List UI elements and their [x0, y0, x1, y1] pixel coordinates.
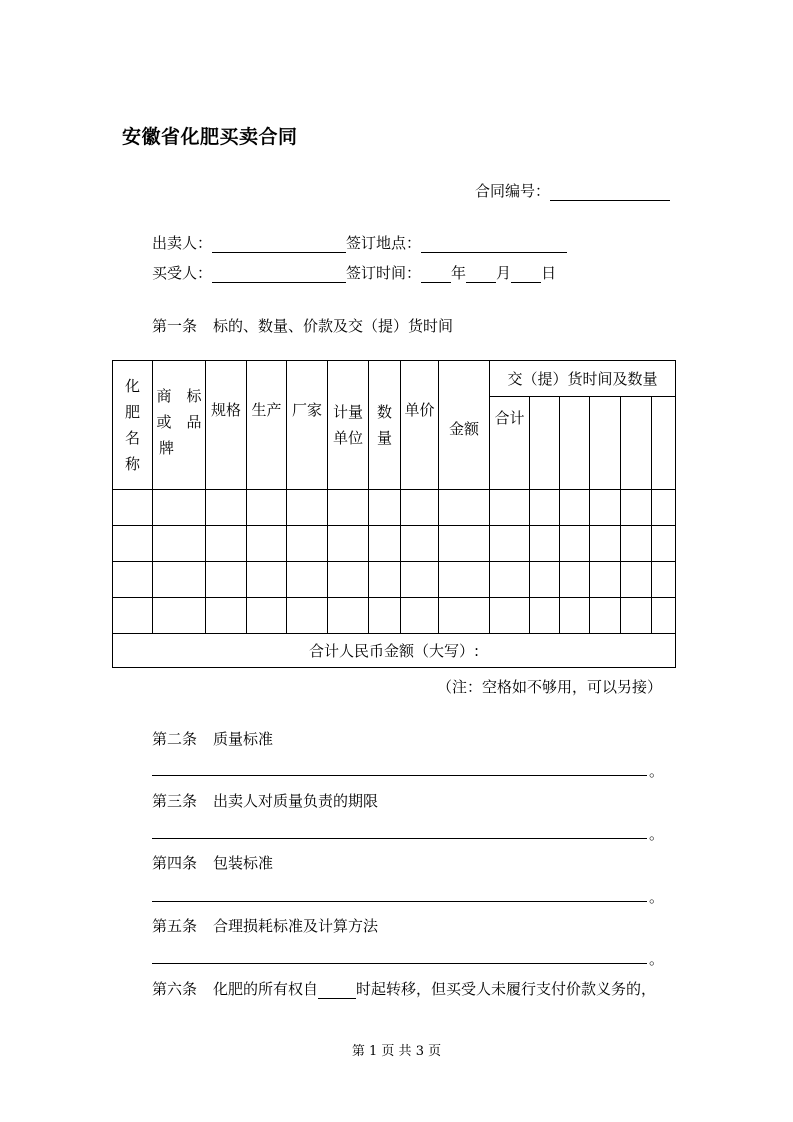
table-cell[interactable] — [153, 598, 206, 634]
table-cell[interactable] — [590, 562, 621, 598]
article-6: 第六条 化肥的所有权自 时起转移，但买受人未履行支付价款义务的， — [152, 980, 657, 998]
month-label: 月 — [496, 264, 512, 282]
table-cell[interactable] — [560, 562, 590, 598]
header-unit: 计量 单位 — [328, 361, 369, 490]
table-cell[interactable] — [369, 598, 401, 634]
page-footer: 第 1 页 共 3 页 — [351, 1044, 442, 1059]
buyer-label: 买受人： — [152, 264, 213, 282]
table-cell[interactable] — [490, 490, 530, 526]
table-cell[interactable] — [652, 490, 676, 526]
table-cell[interactable] — [439, 526, 490, 562]
header-factory: 厂家 — [287, 361, 328, 490]
seller-blank[interactable] — [212, 235, 346, 253]
page-title: 安徽省化肥买卖合同 — [122, 126, 298, 148]
table-cell[interactable] — [652, 598, 676, 634]
year-label: 年 — [451, 264, 467, 282]
table-row — [113, 526, 676, 562]
table-cell[interactable] — [287, 598, 328, 634]
article-1-number: 第一条 — [152, 317, 198, 335]
month-blank[interactable] — [466, 265, 496, 283]
table-cell[interactable] — [113, 526, 153, 562]
table-cell[interactable] — [590, 490, 621, 526]
article-3-period: 。 — [649, 825, 665, 843]
header-quantity: 数 量 — [369, 361, 401, 490]
article-5-blank[interactable] — [152, 963, 647, 964]
table-cell[interactable] — [287, 490, 328, 526]
table-cell[interactable] — [328, 490, 369, 526]
buyer-row — [152, 262, 556, 283]
table-cell[interactable] — [621, 598, 652, 634]
table-cell[interactable] — [328, 526, 369, 562]
sign-place-label: 签订地点： — [346, 234, 422, 252]
article-3-blank[interactable] — [152, 838, 647, 839]
header-brand: 商 标 或 品 牌 — [153, 361, 206, 490]
article-1 — [152, 315, 453, 336]
table-cell[interactable] — [153, 562, 206, 598]
article-4: 第四条 包装标准 — [152, 854, 274, 872]
article-3: 第三条 出卖人对质量负责的期限 — [152, 792, 379, 810]
table-cell[interactable] — [247, 562, 287, 598]
table-cell[interactable] — [113, 598, 153, 634]
table-note: （注：空格如不够用，可以另接） — [437, 678, 663, 696]
table-cell[interactable] — [621, 397, 652, 490]
table-cell[interactable] — [530, 526, 560, 562]
table-cell[interactable] — [401, 598, 439, 634]
table-row — [113, 562, 676, 598]
table-cell[interactable] — [490, 562, 530, 598]
table-cell[interactable] — [369, 526, 401, 562]
header-fertilizer-name: 化 肥 名 称 — [113, 361, 153, 490]
table-cell[interactable] — [590, 526, 621, 562]
table-cell[interactable] — [530, 562, 560, 598]
contract-number-field — [475, 180, 670, 201]
table-cell[interactable] — [530, 490, 560, 526]
table-cell[interactable] — [621, 490, 652, 526]
table-cell[interactable] — [560, 490, 590, 526]
sign-time-label: 签订时间： — [346, 264, 422, 282]
header-amount: 金额 — [439, 361, 490, 490]
table-cell[interactable] — [652, 562, 676, 598]
total-rmb-amount[interactable]: 合计人民币金额（大写）: — [113, 634, 676, 668]
table-cell[interactable] — [287, 562, 328, 598]
table-cell[interactable] — [439, 490, 490, 526]
table-cell[interactable] — [560, 526, 590, 562]
table-cell[interactable] — [652, 397, 676, 490]
table-cell[interactable] — [590, 397, 621, 490]
contract-number-label: 合同编号： — [475, 182, 551, 200]
table-cell[interactable] — [247, 598, 287, 634]
day-label: 日 — [541, 264, 557, 282]
year-blank[interactable] — [421, 265, 451, 283]
table-cell[interactable] — [113, 562, 153, 598]
seller-label: 出卖人： — [152, 234, 213, 252]
table-cell[interactable] — [369, 490, 401, 526]
contract-number-blank[interactable] — [550, 183, 670, 201]
seller-row — [152, 232, 567, 253]
header-spec: 规格 — [206, 361, 247, 490]
goods-table — [112, 360, 676, 668]
header-delivery-total: 合计 — [490, 397, 530, 490]
article-6-blank[interactable] — [318, 981, 356, 999]
table-cell[interactable] — [530, 397, 560, 490]
header-unit-price: 单价 — [401, 361, 439, 490]
article-5: 第五条 合理损耗标准及计算方法 — [152, 917, 379, 935]
table-cell[interactable] — [560, 397, 590, 490]
article-5-period: 。 — [649, 950, 665, 968]
table-cell[interactable] — [590, 598, 621, 634]
article-1-text: 标的、数量、价款及交（提）货时间 — [213, 317, 454, 335]
table-cell[interactable] — [206, 526, 247, 562]
table-cell[interactable] — [621, 562, 652, 598]
table-cell[interactable] — [401, 562, 439, 598]
table-cell[interactable] — [490, 526, 530, 562]
article-2: 第二条 质量标准 — [152, 730, 274, 748]
table-cell[interactable] — [401, 526, 439, 562]
table-cell[interactable] — [369, 562, 401, 598]
article-4-period: 。 — [649, 888, 665, 906]
buyer-blank[interactable] — [212, 265, 346, 283]
table-cell[interactable] — [247, 526, 287, 562]
article-2-blank[interactable] — [152, 775, 647, 776]
table-cell[interactable] — [153, 490, 206, 526]
table-cell[interactable] — [328, 562, 369, 598]
table-cell[interactable] — [113, 490, 153, 526]
table-cell[interactable] — [652, 526, 676, 562]
table-cell[interactable] — [206, 490, 247, 526]
table-cell[interactable] — [530, 598, 560, 634]
day-blank[interactable] — [511, 265, 541, 283]
table-cell[interactable] — [439, 598, 490, 634]
table-cell[interactable] — [206, 598, 247, 634]
sign-place-blank[interactable] — [421, 235, 567, 253]
article-2-period: 。 — [649, 762, 665, 780]
table-cell[interactable] — [560, 598, 590, 634]
table-cell[interactable] — [328, 598, 369, 634]
table-cell[interactable] — [621, 526, 652, 562]
table-cell[interactable] — [490, 598, 530, 634]
table-cell[interactable] — [247, 490, 287, 526]
table-cell[interactable] — [153, 526, 206, 562]
table-cell[interactable] — [439, 562, 490, 598]
table-cell[interactable] — [287, 526, 328, 562]
table-row — [113, 490, 676, 526]
table-row — [113, 598, 676, 634]
article-4-blank[interactable] — [152, 901, 647, 902]
table-cell[interactable] — [401, 490, 439, 526]
table-cell[interactable] — [206, 562, 247, 598]
header-producer: 生产 — [247, 361, 287, 490]
header-delivery: 交（提）货时间及数量 — [490, 361, 676, 397]
